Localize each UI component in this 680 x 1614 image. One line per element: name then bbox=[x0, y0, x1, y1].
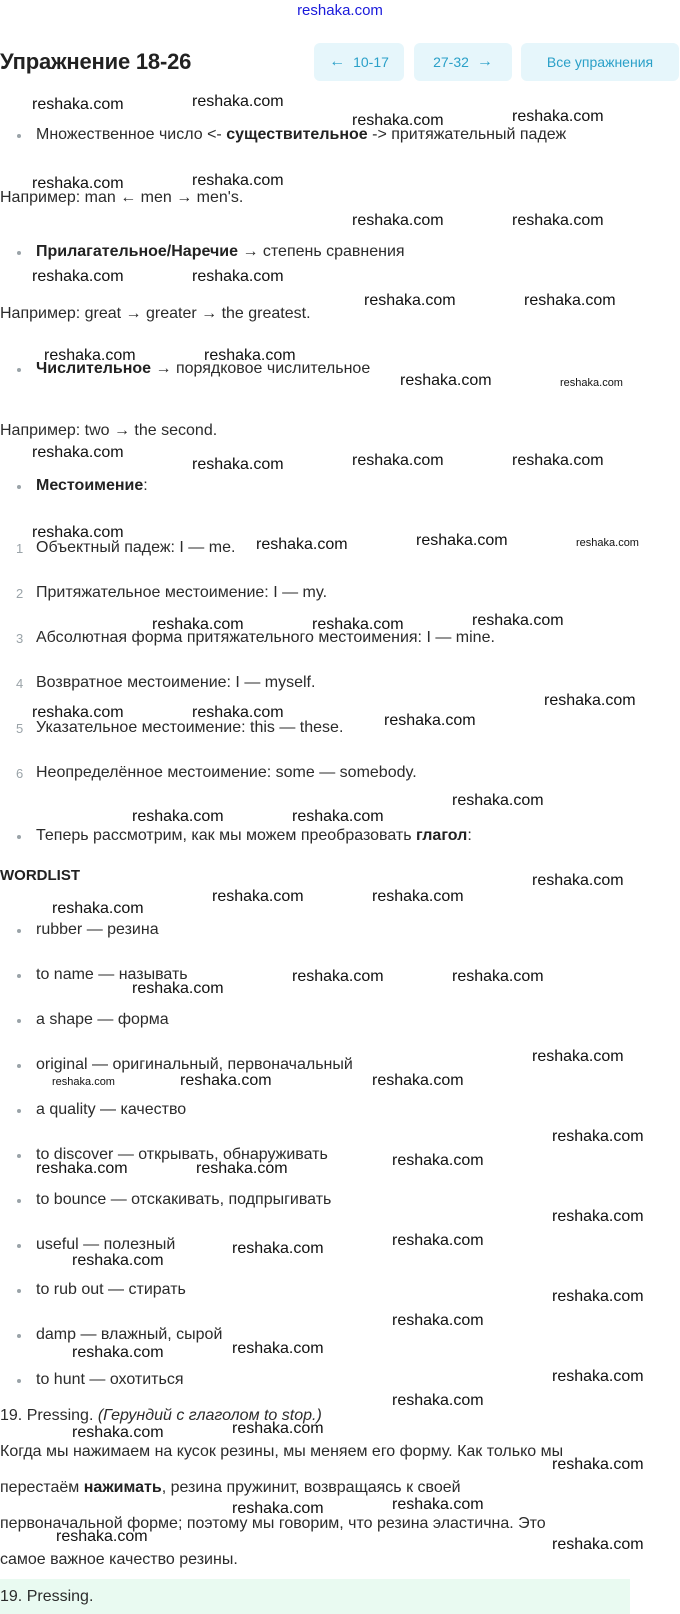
watermark: reshaka.com bbox=[552, 1208, 644, 1225]
watermark: reshaka.com bbox=[552, 1128, 644, 1145]
watermark: reshaka.com bbox=[512, 108, 604, 125]
bold-text: Числительное bbox=[36, 360, 152, 377]
watermark: reshaka.com bbox=[152, 616, 244, 633]
bullet-dot bbox=[17, 974, 21, 978]
list-number: 1 bbox=[16, 541, 24, 556]
page-title: Упражнение 18-26 bbox=[0, 49, 192, 74]
watermark: reshaka.com bbox=[36, 1160, 128, 1177]
watermark: reshaka.com bbox=[384, 712, 476, 729]
watermark: reshaka.com bbox=[180, 1072, 272, 1089]
bold-text: существительное bbox=[226, 126, 368, 143]
watermark: reshaka.com bbox=[552, 1456, 644, 1473]
next-exercises-button[interactable] bbox=[414, 43, 512, 81]
list-item: Указательное местоимение: this — these. bbox=[36, 719, 344, 736]
prev-label: 10-17 bbox=[353, 54, 389, 70]
bold-text: Местоимение bbox=[36, 477, 144, 494]
watermark: reshaka.com bbox=[256, 536, 348, 553]
text: to name — называть bbox=[36, 966, 188, 983]
watermark: reshaka.com bbox=[32, 444, 124, 461]
text: damp — влажный, сырой bbox=[36, 1326, 223, 1343]
watermark: reshaka.com bbox=[392, 1152, 484, 1169]
text: to hunt — охотиться bbox=[36, 1371, 184, 1388]
watermark: reshaka.com bbox=[32, 175, 124, 192]
exercise-header bbox=[0, 43, 680, 83]
watermark: reshaka.com bbox=[232, 1500, 324, 1517]
watermark: reshaka.com bbox=[192, 93, 284, 110]
paragraph-line: Когда мы нажимаем на кусок резины, мы меняем его форму. Как только мы bbox=[0, 1443, 564, 1460]
text: → степень сравнения bbox=[238, 243, 405, 260]
text: : bbox=[143, 477, 148, 494]
bullet-dot bbox=[17, 1154, 21, 1158]
watermark: reshaka.com bbox=[212, 888, 304, 905]
list-number: 5 bbox=[16, 721, 24, 736]
paragraph-line: самое важное качество резины. bbox=[0, 1551, 238, 1568]
bullet-dot bbox=[17, 929, 21, 933]
list-item: Абсолютная форма притяжательного местоимения: I — mine. bbox=[36, 629, 495, 646]
watermark: reshaka.com bbox=[392, 1392, 484, 1409]
bullet-dot bbox=[17, 1064, 21, 1068]
watermark: reshaka.com bbox=[132, 980, 224, 997]
bullet-dot bbox=[17, 1334, 21, 1338]
watermark: reshaka.com bbox=[352, 112, 444, 129]
list-item: Неопределённое местоимение: some — somebody. bbox=[36, 764, 417, 781]
watermark: reshaka.com bbox=[576, 537, 639, 549]
text: original — оригинальный, первоначальный bbox=[36, 1056, 353, 1073]
list-number: 4 bbox=[16, 676, 24, 691]
list-item: Притяжательное местоимение: I — my. bbox=[36, 584, 328, 601]
watermark: reshaka.com bbox=[132, 808, 224, 825]
watermark: reshaka.com bbox=[292, 968, 384, 985]
task-hint: (Герундий с глаголом to stop.) bbox=[97, 1407, 322, 1424]
text: -> притяжательный падеж bbox=[367, 126, 567, 143]
text: Теперь рассмотрим, как мы можем преобразовать bbox=[36, 827, 416, 844]
next-label: 27-32 bbox=[433, 54, 469, 70]
bullet-dot bbox=[17, 1199, 21, 1203]
watermark: reshaka.com bbox=[552, 1288, 644, 1305]
wordlist-heading: WORDLIST bbox=[0, 867, 80, 884]
list-item: Возвратное местоимение: I — myself. bbox=[36, 674, 316, 691]
watermark: reshaka.com bbox=[552, 1368, 644, 1385]
text: → порядковое числительное bbox=[151, 360, 371, 377]
bold-text: глагол bbox=[416, 827, 468, 844]
text: перестаём bbox=[0, 1479, 84, 1496]
watermark: reshaka.com bbox=[352, 452, 444, 469]
watermark: reshaka.com bbox=[52, 1076, 115, 1088]
list-item: Объектный падеж: I — me. bbox=[36, 539, 236, 556]
bullet-dot bbox=[17, 134, 21, 138]
text: a shape — форма bbox=[36, 1011, 169, 1028]
watermark: reshaka.com bbox=[392, 1312, 484, 1329]
example-text: Например: man ← men → men's. bbox=[0, 189, 244, 206]
bullet-dot bbox=[17, 485, 21, 489]
text: rubber — резина bbox=[36, 921, 159, 938]
site-link[interactable]: reshaka.com bbox=[297, 2, 383, 19]
text: to discover — открывать, обнаруживать bbox=[36, 1146, 328, 1163]
watermark: reshaka.com bbox=[196, 1160, 288, 1177]
watermark: reshaka.com bbox=[72, 1252, 164, 1269]
watermark: reshaka.com bbox=[72, 1344, 164, 1361]
list-number: 3 bbox=[16, 631, 24, 646]
bullet-dot bbox=[17, 1244, 21, 1248]
watermark: reshaka.com bbox=[232, 1240, 324, 1257]
text: : bbox=[467, 827, 472, 844]
watermark: reshaka.com bbox=[452, 792, 544, 809]
paragraph-line: первоначальной форме; поэтому мы говорим, что резина эластична. Это bbox=[0, 1515, 546, 1532]
watermark: reshaka.com bbox=[372, 888, 464, 905]
watermark: reshaka.com bbox=[532, 872, 624, 889]
text: useful — полезный bbox=[36, 1236, 176, 1253]
all-exercises-button[interactable] bbox=[521, 43, 679, 81]
bold-text: нажимать bbox=[83, 1479, 162, 1496]
text: to bounce — отскакивать, подпрыгивать bbox=[36, 1191, 332, 1208]
watermark: reshaka.com bbox=[44, 347, 136, 364]
text: Множественное число <- bbox=[36, 126, 227, 143]
watermark: reshaka.com bbox=[352, 212, 444, 229]
arrow-left-icon: ← bbox=[329, 53, 346, 70]
watermark: reshaka.com bbox=[32, 96, 124, 113]
watermark: reshaka.com bbox=[392, 1232, 484, 1249]
bullet-dot bbox=[17, 1379, 21, 1383]
answer-box: 19. Pressing. bbox=[0, 1579, 630, 1614]
watermark: reshaka.com bbox=[32, 524, 124, 541]
text: a quality — качество bbox=[36, 1101, 187, 1118]
watermark: reshaka.com bbox=[52, 900, 144, 917]
watermark: reshaka.com bbox=[524, 292, 616, 309]
watermark: reshaka.com bbox=[560, 377, 623, 389]
bullet-dot bbox=[17, 835, 21, 839]
watermark: reshaka.com bbox=[192, 704, 284, 721]
list-number: 2 bbox=[16, 586, 24, 601]
watermark: reshaka.com bbox=[512, 212, 604, 229]
watermark: reshaka.com bbox=[512, 452, 604, 469]
watermark: reshaka.com bbox=[192, 268, 284, 285]
text: to rub out — стирать bbox=[36, 1281, 186, 1298]
watermark: reshaka.com bbox=[552, 1536, 644, 1553]
bullet-dot bbox=[17, 368, 21, 372]
watermark: reshaka.com bbox=[400, 372, 492, 389]
watermark: reshaka.com bbox=[204, 347, 296, 364]
watermark: reshaka.com bbox=[364, 292, 456, 309]
bold-text: Прилагательное/Наречие bbox=[36, 243, 238, 260]
text: , резина пружинит, возвращаясь к своей bbox=[161, 1479, 461, 1496]
watermark: reshaka.com bbox=[32, 704, 124, 721]
watermark: reshaka.com bbox=[192, 172, 284, 189]
bullet-dot bbox=[17, 1109, 21, 1113]
watermark: reshaka.com bbox=[32, 268, 124, 285]
watermark: reshaka.com bbox=[292, 808, 384, 825]
bullet-dot bbox=[17, 251, 21, 255]
watermark: reshaka.com bbox=[416, 532, 508, 549]
bullet-dot bbox=[17, 1019, 21, 1023]
watermark: reshaka.com bbox=[532, 1048, 624, 1065]
watermark: reshaka.com bbox=[312, 616, 404, 633]
watermark: reshaka.com bbox=[372, 1072, 464, 1089]
example-text: Например: two → the second. bbox=[0, 422, 218, 439]
task-number: 19. Pressing. bbox=[0, 1407, 98, 1424]
example-text: Например: great → greater → the greatest. bbox=[0, 305, 311, 322]
paragraph-line bbox=[0, 1470, 670, 1506]
list-number: 6 bbox=[16, 766, 24, 781]
watermark: reshaka.com bbox=[192, 456, 284, 473]
watermark: reshaka.com bbox=[544, 692, 636, 709]
watermark: reshaka.com bbox=[452, 968, 544, 985]
arrow-right-icon: → bbox=[476, 53, 493, 70]
watermark: reshaka.com bbox=[56, 1528, 148, 1545]
all-label: Все упражнения bbox=[546, 54, 654, 70]
watermark: reshaka.com bbox=[392, 1496, 484, 1513]
watermark: reshaka.com bbox=[232, 1340, 324, 1357]
watermark: reshaka.com bbox=[472, 612, 564, 629]
watermark: reshaka.com bbox=[72, 1424, 164, 1441]
bullet-dot bbox=[17, 1289, 21, 1293]
watermark: reshaka.com bbox=[232, 1420, 324, 1437]
prev-exercises-button[interactable] bbox=[314, 43, 404, 81]
